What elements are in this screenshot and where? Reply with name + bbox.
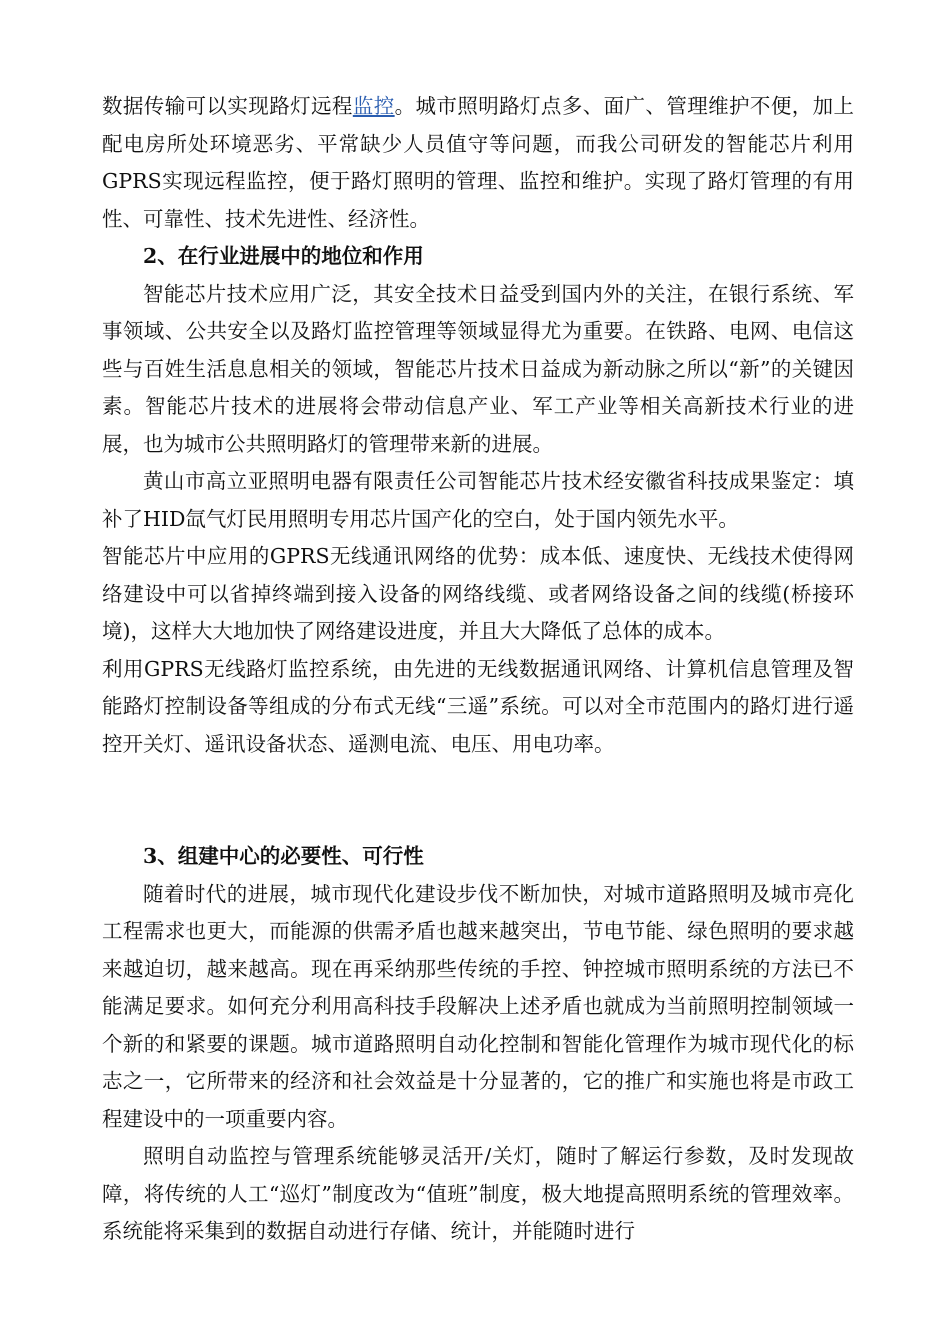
section-heading-3: 3、组建中心的必要性、可行性 [143,844,424,868]
paragraph-auto-monitoring: 照明自动监控与管理系统能够灵活开/关灯，随时了解运行参数，及时发现故障，将传统的人工“巡灯”制度改为“值班”制度，极大地提高照明系统的管理效率。系统能将采集到的数据自动进行存储、统计，并能随时进行 [102,1144,854,1243]
paragraph-appraisal: 黄山市高立亚照明电器有限责任公司智能芯片技术经安徽省科技成果鉴定：填补了HID氙气灯民用照明专用芯片国产化的空白，处于国内领先水平。 [102,469,854,531]
section-heading-2: 2、在行业进展中的地位和作用 [143,244,424,268]
paragraph-remote-monitoring [102,88,854,238]
paragraph-gprs-system: 利用GPRS无线路灯监控系统，由先进的无线数据通讯网络、计算机信息管理及智能路灯控制设备等组成的分布式无线“三遥”系统。可以对全市范围内的路灯进行遥控开关灯、遥讯设备状态、遥测电流、电压、用电功率。 [102,656,854,756]
blank-spacer [102,763,854,838]
paragraph-necessity: 随着时代的进展，城市现代化建设步伐不断加快，对城市道路照明及城市亮化工程需求也更大，而能源的供需矛盾也越来越突出，节电节能、绿色照明的要求越来越迫切，越来越高。现在再采纳那些传统的手控、钟控城市照明系统的方法已不能满足要求。如何充分利用高科技手段解决上述矛盾也就成为当前照明控制领域一个新的和紧要的课题。城市道路照明自动化控制和智能化管理作为城市现代化的标志之一，它所带来的经济和社会效益是十分显著的，它的推广和实施也将是市政工程建设中的一项重要内容。 [102,881,854,1131]
paragraph-gprs-advantages: 智能芯片中应用的GPRS无线通讯网络的优势：成本低、速度快、无线技术使得网络建设中可以省掉终端到接入设备的网络线缆、或者网络设备之间的线缆(桥接环境)，这样大大地加快了网络建设进度，并且大大降低了总体的成本。 [102,544,854,643]
paragraph-text: 数据传输可以实现路灯远程 [102,94,353,118]
document-body [102,88,854,1251]
paragraph-industry-role: 智能芯片技术应用广泛，其安全技术日益受到国内外的关注，在银行系统、军事领域、公共安全以及路灯监控管理等领域显得尤为重要。在铁路、电网、电信这些与百姓生活息息相关的领域，智能芯片技术日益成为新动脉之所以“新”的关键因素。智能芯片技术的进展将会带动信息产业、军工产业等相关高新技术行业的进展，也为城市公共照明路灯的管理带来新的进展。 [102,281,854,456]
paragraph-text: 。城市照明路灯点多、面广、管理维护不便，加上配电房所处环境恶劣、平常缺少人员值守等问题，而我公司研发的智能芯片利用GPRS实现远程监控，便于路灯照明的管理、监控和维护。实现了路灯管理的有用性、可靠性、技术先进性、经济性。 [102,94,855,231]
monitoring-link[interactable]: 监控 [352,94,395,118]
